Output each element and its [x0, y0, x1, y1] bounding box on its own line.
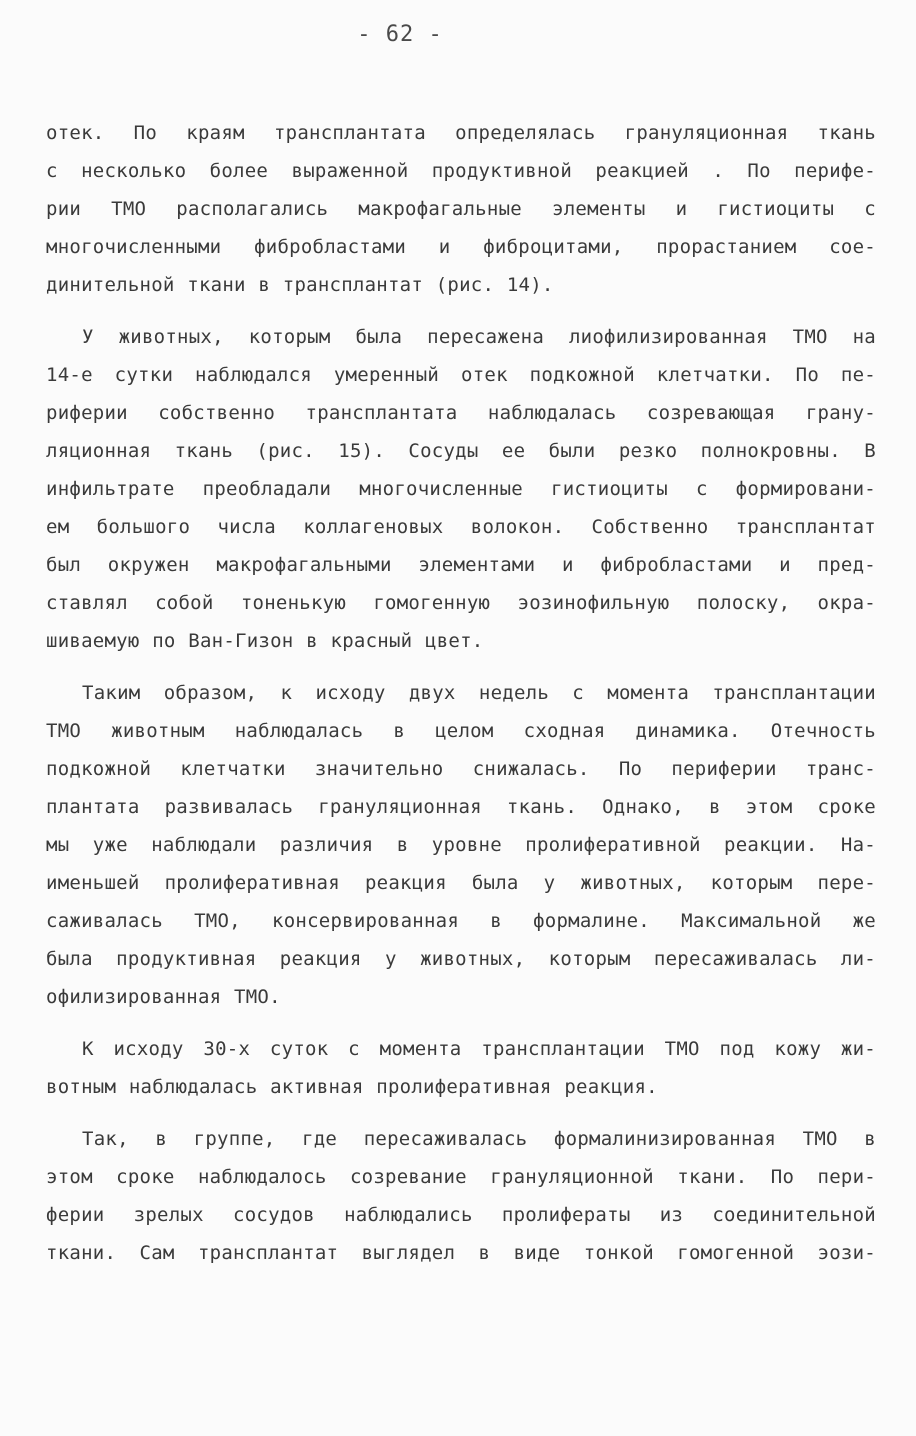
text-line: вотным наблюдалась активная пролиферативная реакция. [46, 1076, 658, 1098]
text-line [46, 318, 876, 356]
text-line [46, 674, 876, 712]
text-line-content: У животных, которым была пересажена лиофилизированная ТМО на [82, 326, 876, 348]
paragraph-4 [46, 1030, 876, 1106]
text-line: ем большого числа коллагеновых волокон. Собственно трансплантат [46, 516, 876, 538]
text-line: ТМО животным наблюдалась в целом сходная динамика. Отечность [46, 720, 876, 742]
text-line: именьшей пролиферативная реакция была у животных, которым пере- [46, 872, 876, 894]
text-line: инфильтрате преобладали многочисленные гистиоциты с формировани- [46, 478, 876, 500]
text-line: ткани. Сам трансплантат выглядел в виде тонкой гомогенной эози- [46, 1242, 876, 1264]
text-line [46, 1030, 876, 1068]
text-line [46, 1120, 876, 1158]
text-line: рии ТМО располагались макрофагальные элементы и гистиоциты с [46, 198, 876, 220]
text-line: с несколько более выраженной продуктивной реакцией . По перифе- [46, 160, 876, 182]
paragraph-1 [46, 114, 876, 304]
text-line: многочисленными фибробластами и фиброцитами, прорастанием сое- [46, 236, 876, 258]
text-line: шиваемую по Ван-Гизон в красный цвет. [46, 630, 484, 652]
text-line: подкожной клетчатки значительно снижалась. По периферии транс- [46, 758, 876, 780]
text-line: мы уже наблюдали различия в уровне пролиферативной реакции. На- [46, 834, 876, 856]
text-line-content: К исходу 30-х суток с момента трансплантации ТМО под кожу жи- [82, 1038, 876, 1060]
text-line: ляционная ткань (рис. 15). Сосуды ее были резко полнокровны. В [46, 440, 876, 462]
paragraph-5 [46, 1120, 876, 1272]
text-line: плантата развивалась грануляционная ткань. Однако, в этом сроке [46, 796, 876, 818]
text-line: отек. По краям трансплантата определялась грануляционная ткань [46, 122, 876, 144]
paragraph-3 [46, 674, 876, 1016]
text-line-content: Таким образом, к исходу двух недель с момента трансплантации [82, 682, 876, 704]
text-line: саживалась ТМО, консервированная в формалине. Максимальной же [46, 910, 876, 932]
text-line: 14-е сутки наблюдался умеренный отек подкожной клетчатки. По пе- [46, 364, 876, 386]
text-line-content: Так, в группе, где пересаживалась формалинизированная ТМО в [82, 1128, 876, 1150]
text-line: этом сроке наблюдалось созревание грануляционной ткани. По пери- [46, 1166, 876, 1188]
text-line: ферии зрелых сосудов наблюдались пролифераты из соединительной [46, 1204, 876, 1226]
paragraph-2 [46, 318, 876, 660]
text-line: ставлял собой тоненькую гомогенную эозинофильную полоску, окра- [46, 592, 876, 614]
body-text [46, 114, 876, 1272]
page-number: - 62 - [357, 22, 443, 47]
text-line: динительной ткани в трансплантат (рис. 14). [46, 274, 554, 296]
text-line: офилизированная ТМО. [46, 986, 281, 1008]
text-line: была продуктивная реакция у животных, которым пересаживалась ли- [46, 948, 876, 970]
text-line: риферии собственно трансплантата наблюдалась созревающая грану- [46, 402, 876, 424]
text-line: был окружен макрофагальными элементами и фибробластами и пред- [46, 554, 876, 576]
